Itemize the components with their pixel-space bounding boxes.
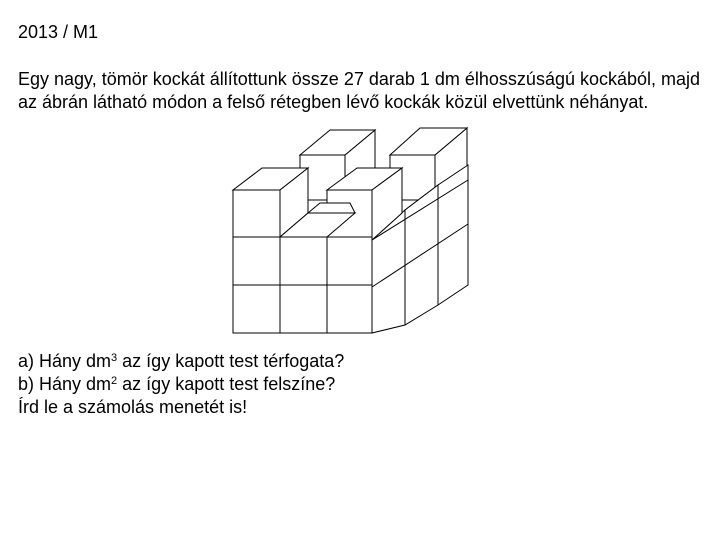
question-b-exponent: 2 <box>111 375 118 387</box>
question-a-suffix: az így kapott test térfogata? <box>117 351 345 371</box>
question-a-exponent: 3 <box>111 352 118 364</box>
problem-statement: Egy nagy, tömör kockát állítottunk össze 27 darab 1 dm élhosszúságú kockából, majd az ábrán látható módon a felső rétegben lévő kockák közül elvettünk néhányat. <box>18 69 701 112</box>
question-b-prefix: b) Hány dm <box>18 374 112 394</box>
question-a <box>18 350 344 373</box>
questions-block <box>18 350 344 419</box>
question-a-prefix: a) Hány dm <box>18 351 112 371</box>
question-b-suffix: az így kapott test felszíne? <box>117 374 336 394</box>
question-b <box>18 373 344 396</box>
instruction: Írd le a számolás menetét is! <box>18 397 248 417</box>
page-header: 2013 / M1 <box>18 22 99 42</box>
